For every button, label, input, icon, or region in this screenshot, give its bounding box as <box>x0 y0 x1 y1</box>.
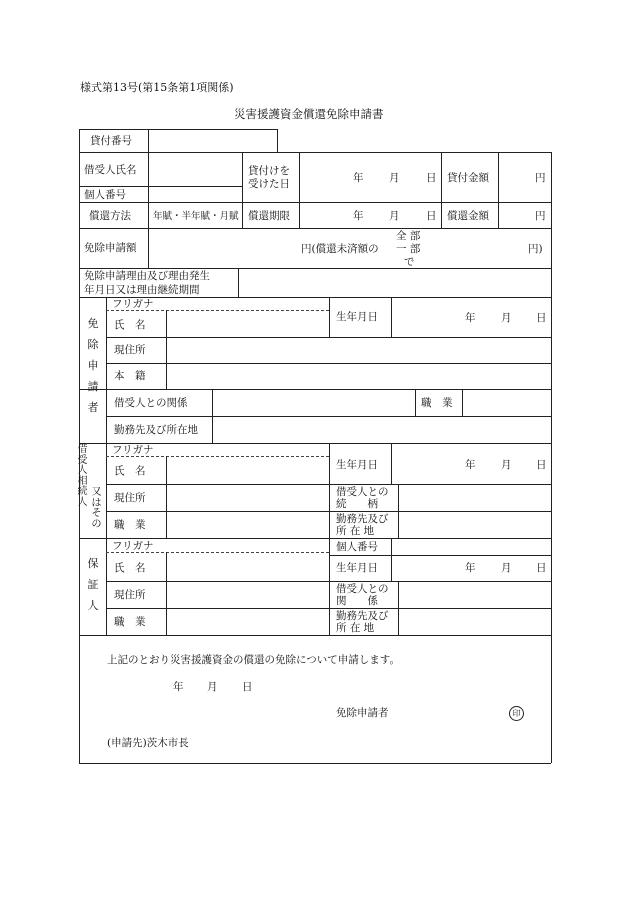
heir-job-label: 職 業 <box>114 519 146 531</box>
applicant-domicile-label: 本 籍 <box>114 370 146 382</box>
reason-label-2: 年月日又は理由継続期間 <box>84 284 200 296</box>
guarantor-furigana-label: フリガナ <box>112 540 154 552</box>
option-part[interactable]: 一 部 <box>396 243 421 255</box>
heir-relation-label-1: 借受人との <box>336 486 389 498</box>
borrower-name-field[interactable] <box>149 153 241 185</box>
heir-birth-day: 日 <box>536 459 547 471</box>
personal-number-field[interactable] <box>149 187 241 201</box>
repay-period-month: 月 <box>389 210 400 222</box>
repay-amount-yen: 円 <box>535 210 546 222</box>
applicant-birth-label: 生年月日 <box>336 311 378 323</box>
repay-period-label: 償還期限 <box>248 210 290 222</box>
loan-date-month: 月 <box>389 172 400 184</box>
loan-number-field[interactable] <box>149 130 276 151</box>
heir-relation-label-2: 続 柄 <box>336 498 378 510</box>
repay-amount-label: 償還金額 <box>447 210 489 222</box>
footer-day: 日 <box>242 681 253 693</box>
footer-month: 月 <box>207 681 218 693</box>
heir-address-label: 現住所 <box>114 492 146 504</box>
statement-text: 上記のとおり災害援護資金の償還の免除について申請します。 <box>107 654 400 666</box>
option-all[interactable]: 全 部 <box>396 230 421 242</box>
repay-period-year: 年 <box>353 210 364 222</box>
footer-applicant-label: 免除申請者 <box>336 707 389 719</box>
guarantor-work-label-2: 所 在 地 <box>336 622 375 634</box>
heir-birth-year: 年 <box>465 459 476 471</box>
loan-date-label-2: 受けた日 <box>248 178 290 190</box>
form-number: 様式第13号(第15条第1項関係) <box>80 81 234 94</box>
loan-number-label: 貸付番号 <box>90 135 132 147</box>
repay-method-label: 償還方法 <box>89 210 131 222</box>
guarantor-relation-label-1: 借受人との <box>336 583 389 595</box>
heir-birth-label: 生年月日 <box>336 459 378 471</box>
applicant-furigana-label: フリガナ <box>112 298 154 310</box>
guarantor-job-label: 職 業 <box>114 616 146 628</box>
heir-work-label-2: 所 在 地 <box>336 525 375 537</box>
applicant-name-field[interactable] <box>167 311 328 336</box>
loan-date-day: 日 <box>426 172 437 184</box>
loan-amount-yen: 円 <box>535 172 546 184</box>
guarantor-birth-year: 年 <box>465 562 476 574</box>
reason-label-1: 免除申請理由及び理由発生 <box>84 270 210 282</box>
unpaid-prefix: 円(償還未済額の <box>301 243 379 255</box>
applicant-birth-day: 日 <box>536 312 547 324</box>
applicant-birth-year: 年 <box>465 312 476 324</box>
heir-birth-month: 月 <box>501 459 512 471</box>
heir-name-label: 氏 名 <box>114 465 146 477</box>
guarantor-birth-label: 生年月日 <box>336 562 378 574</box>
applicant-name-label: 氏 名 <box>114 319 146 331</box>
guarantor-work-label-1: 勤務先及び <box>336 610 389 622</box>
seal-mark: 印 <box>509 706 524 721</box>
guarantor-personal-number-label: 個人番号 <box>336 541 378 553</box>
applicant-job-label: 職 業 <box>421 397 453 409</box>
loan-date-year: 年 <box>353 172 364 184</box>
guarantor-address-label: 現住所 <box>114 589 146 601</box>
reason-field[interactable] <box>239 269 550 296</box>
applicant-address-label: 現住所 <box>114 344 146 356</box>
guarantor-name-label: 氏 名 <box>114 562 146 574</box>
exemption-amount-label: 免除申請額 <box>84 242 137 254</box>
repay-method-options[interactable]: 年賦・半年賦・月賦 <box>153 211 239 222</box>
addressee: (申請先)茨木市長 <box>107 737 189 749</box>
heir-section-label-b: 又はその <box>91 487 102 530</box>
close-yen: 円) <box>528 243 543 255</box>
guarantor-section-label: 保証人 <box>87 557 99 612</box>
page-title: 災害援護資金償還免除申請書 <box>234 107 384 121</box>
personal-number-label: 個人番号 <box>84 189 126 201</box>
heir-section-label-a: 借受人相続人 <box>77 444 88 508</box>
borrower-name-label: 借受人氏名 <box>84 164 137 176</box>
heir-work-label-1: 勤務先及び <box>336 513 389 525</box>
repay-period-day: 日 <box>426 210 437 222</box>
option-de: で <box>404 256 415 268</box>
applicant-birth-month: 月 <box>501 312 512 324</box>
footer-year: 年 <box>173 681 184 693</box>
heir-furigana-label: フリガナ <box>112 444 154 456</box>
applicant-address-field[interactable] <box>167 338 550 362</box>
applicant-section-label: 免除申請者 <box>87 317 99 414</box>
guarantor-birth-month: 月 <box>501 562 512 574</box>
loan-amount-label: 貸付金額 <box>447 172 489 184</box>
guarantor-birth-day: 日 <box>536 562 547 574</box>
loan-date-label-1: 貸付けを <box>248 165 290 177</box>
guarantor-relation-label-2: 関 係 <box>336 595 378 607</box>
applicant-relation-label: 借受人との関係 <box>114 397 188 409</box>
applicant-workplace-label: 勤務先及び所在地 <box>114 424 198 436</box>
